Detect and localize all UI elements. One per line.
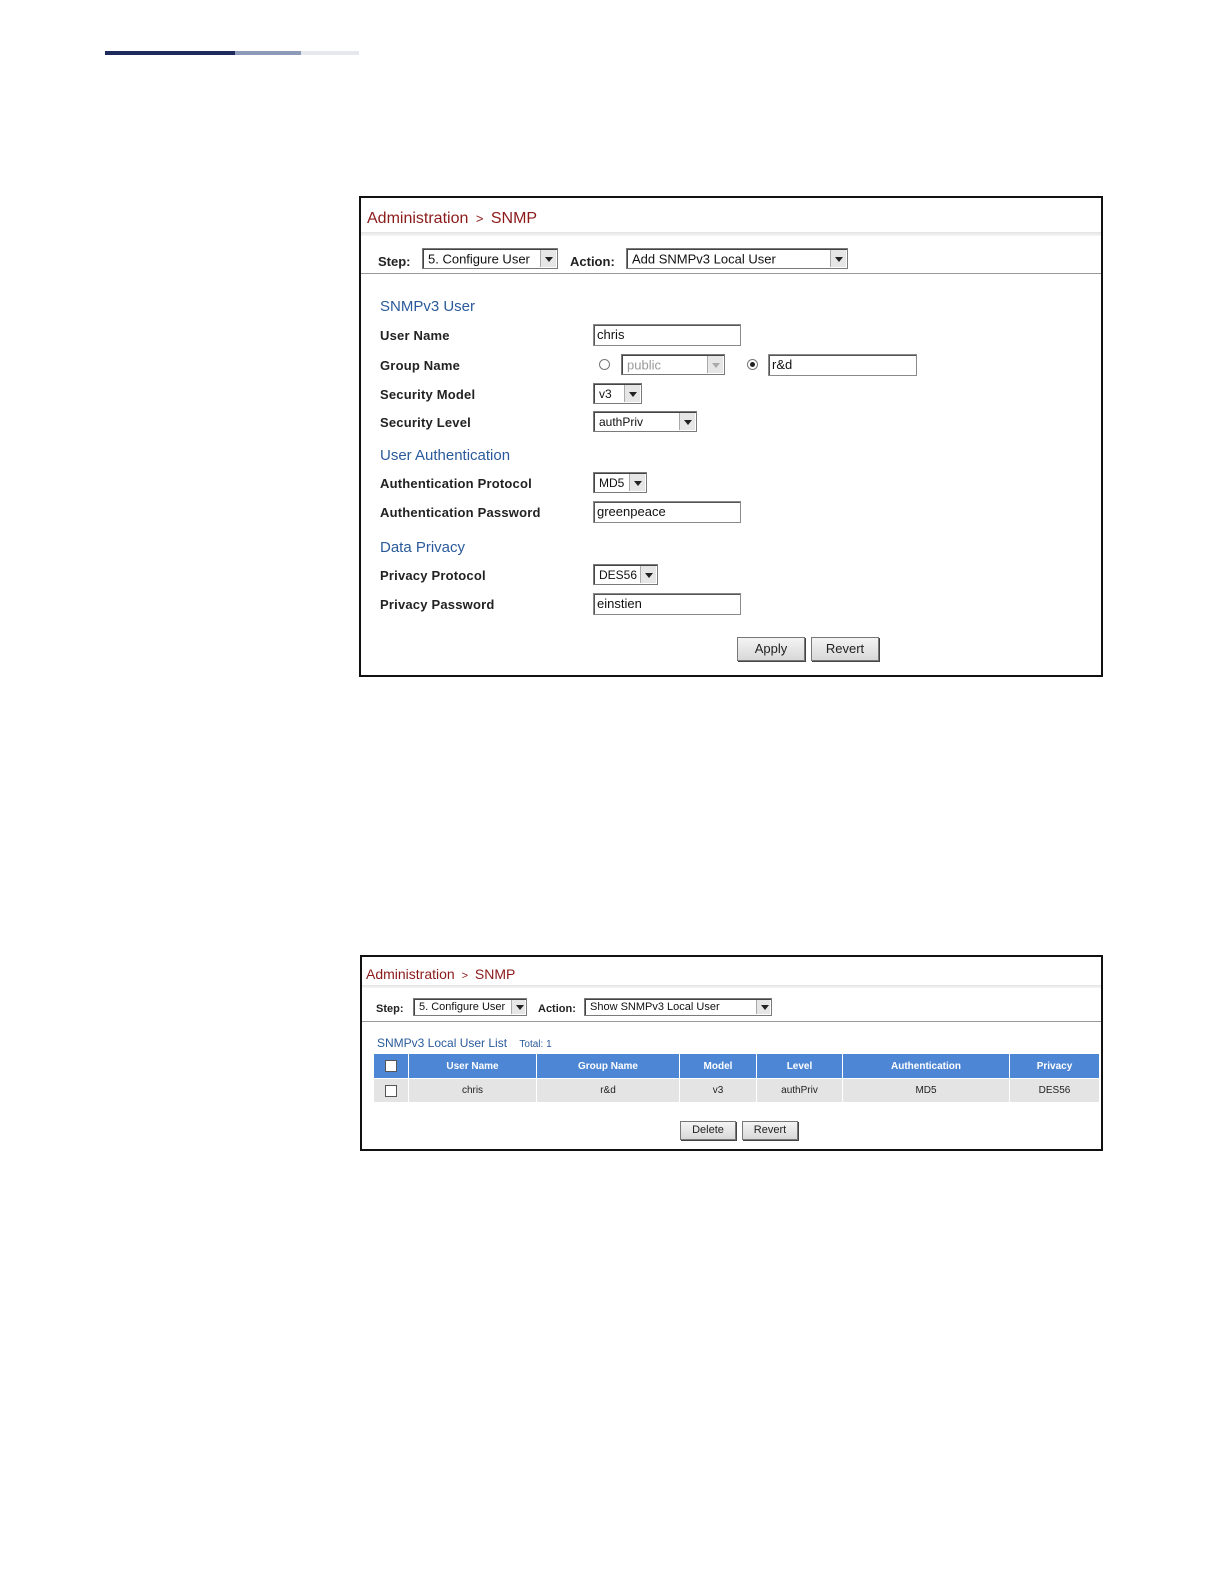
auth-protocol-value: MD5 bbox=[599, 475, 625, 490]
group-preset-value: public bbox=[627, 357, 661, 372]
breadcrumb bbox=[366, 966, 515, 982]
header-rule-mid bbox=[235, 51, 301, 55]
group-preset-radio[interactable] bbox=[599, 359, 610, 370]
auth-protocol-label: Authentication Protocol bbox=[380, 476, 532, 491]
security-level-label: Security Level bbox=[380, 415, 471, 430]
privacy-password-label: Privacy Password bbox=[380, 597, 495, 612]
column-header[interactable]: Privacy bbox=[1010, 1054, 1100, 1079]
security-level-value: authPriv bbox=[599, 414, 644, 429]
chevron-down-icon[interactable] bbox=[624, 385, 640, 402]
action-label: Action: bbox=[538, 1003, 576, 1015]
breadcrumb-current: SNMP bbox=[490, 210, 538, 227]
action-select[interactable] bbox=[626, 248, 848, 269]
select-all-checkbox[interactable] bbox=[385, 1060, 397, 1072]
section-snmpv3-user: SNMPv3 User bbox=[380, 298, 476, 315]
privacy-password-input[interactable]: einstien bbox=[593, 593, 741, 615]
header-rule-light bbox=[301, 51, 359, 55]
user-name-input[interactable]: chris bbox=[593, 324, 741, 346]
step-select-value: 5. Configure User bbox=[428, 251, 530, 266]
chevron-down-icon[interactable] bbox=[629, 474, 645, 491]
step-select[interactable] bbox=[413, 998, 527, 1016]
group-custom-radio[interactable] bbox=[747, 359, 758, 370]
breadcrumb-parent[interactable]: Administration bbox=[367, 210, 469, 227]
table-header-row bbox=[374, 1054, 1100, 1079]
privacy-protocol-label: Privacy Protocol bbox=[380, 568, 486, 583]
action-select[interactable] bbox=[584, 998, 772, 1016]
security-level-select[interactable] bbox=[593, 411, 697, 432]
section-data-privacy: Data Privacy bbox=[380, 539, 466, 556]
row-select-cell bbox=[374, 1079, 409, 1103]
step-action-bar bbox=[361, 238, 1101, 274]
step-label: Step: bbox=[378, 254, 411, 269]
user-name-label: User Name bbox=[380, 328, 450, 343]
column-header[interactable]: Group Name bbox=[537, 1054, 680, 1079]
table-cell: DES56 bbox=[1010, 1079, 1100, 1103]
action-label: Action: bbox=[570, 254, 615, 269]
column-header[interactable]: Model bbox=[680, 1054, 757, 1079]
step-action-bar bbox=[362, 989, 1101, 1022]
row-checkbox[interactable] bbox=[385, 1085, 397, 1097]
table-cell: authPriv bbox=[757, 1079, 843, 1103]
list-total: Total: 1 bbox=[519, 1039, 552, 1050]
column-header[interactable]: User Name bbox=[409, 1054, 537, 1079]
step-select[interactable] bbox=[422, 248, 558, 269]
chevron-down-icon[interactable] bbox=[511, 1000, 525, 1014]
add-user-panel bbox=[359, 196, 1103, 677]
revert-button[interactable]: Revert bbox=[811, 637, 879, 661]
security-model-label: Security Model bbox=[380, 387, 476, 402]
list-title: SNMPv3 Local User List bbox=[377, 1036, 508, 1050]
chevron-down-icon[interactable] bbox=[756, 1000, 770, 1014]
header-rule-dark bbox=[105, 51, 235, 55]
group-preset-select[interactable] bbox=[621, 354, 725, 375]
list-header bbox=[377, 1036, 552, 1050]
privacy-protocol-value: DES56 bbox=[599, 567, 638, 582]
title-divider bbox=[362, 985, 1101, 988]
column-header[interactable]: Level bbox=[757, 1054, 843, 1079]
breadcrumb-separator: > bbox=[475, 211, 484, 226]
chevron-down-icon[interactable] bbox=[830, 250, 846, 267]
title-divider bbox=[361, 232, 1101, 236]
table-cell: chris bbox=[409, 1079, 537, 1103]
chevron-down-icon[interactable] bbox=[707, 356, 723, 373]
auth-protocol-select[interactable] bbox=[593, 472, 647, 493]
breadcrumb-parent[interactable]: Administration bbox=[366, 966, 455, 982]
revert-button[interactable]: Revert bbox=[742, 1121, 798, 1140]
section-user-authentication: User Authentication bbox=[380, 447, 511, 464]
user-table bbox=[373, 1053, 1100, 1103]
user-list-panel bbox=[360, 955, 1103, 1151]
delete-button[interactable]: Delete bbox=[680, 1121, 736, 1140]
group-name-label: Group Name bbox=[380, 358, 461, 373]
table-cell: MD5 bbox=[843, 1079, 1010, 1103]
select-all-cell bbox=[374, 1054, 409, 1079]
action-select-value: Add SNMPv3 Local User bbox=[632, 251, 776, 266]
table-cell: r&d bbox=[537, 1079, 680, 1103]
auth-password-label: Authentication Password bbox=[380, 505, 541, 520]
breadcrumb-current: SNMP bbox=[474, 966, 516, 982]
group-custom-input[interactable]: r&d bbox=[768, 354, 917, 376]
security-model-select[interactable] bbox=[593, 383, 642, 404]
chevron-down-icon[interactable] bbox=[540, 250, 556, 267]
table-cell: v3 bbox=[680, 1079, 757, 1103]
apply-button[interactable]: Apply bbox=[737, 637, 805, 661]
column-header[interactable]: Authentication bbox=[843, 1054, 1010, 1079]
chevron-down-icon[interactable] bbox=[640, 566, 656, 583]
security-model-value: v3 bbox=[599, 386, 612, 401]
action-select-value: Show SNMPv3 Local User bbox=[590, 1001, 720, 1013]
breadcrumb bbox=[367, 210, 537, 228]
chevron-down-icon[interactable] bbox=[679, 413, 695, 430]
auth-password-input[interactable]: greenpeace bbox=[593, 501, 741, 523]
breadcrumb-separator: > bbox=[461, 970, 469, 982]
privacy-protocol-select[interactable] bbox=[593, 564, 658, 585]
step-select-value: 5. Configure User bbox=[419, 1001, 506, 1013]
table-row bbox=[374, 1079, 1100, 1103]
step-label: Step: bbox=[376, 1003, 404, 1015]
